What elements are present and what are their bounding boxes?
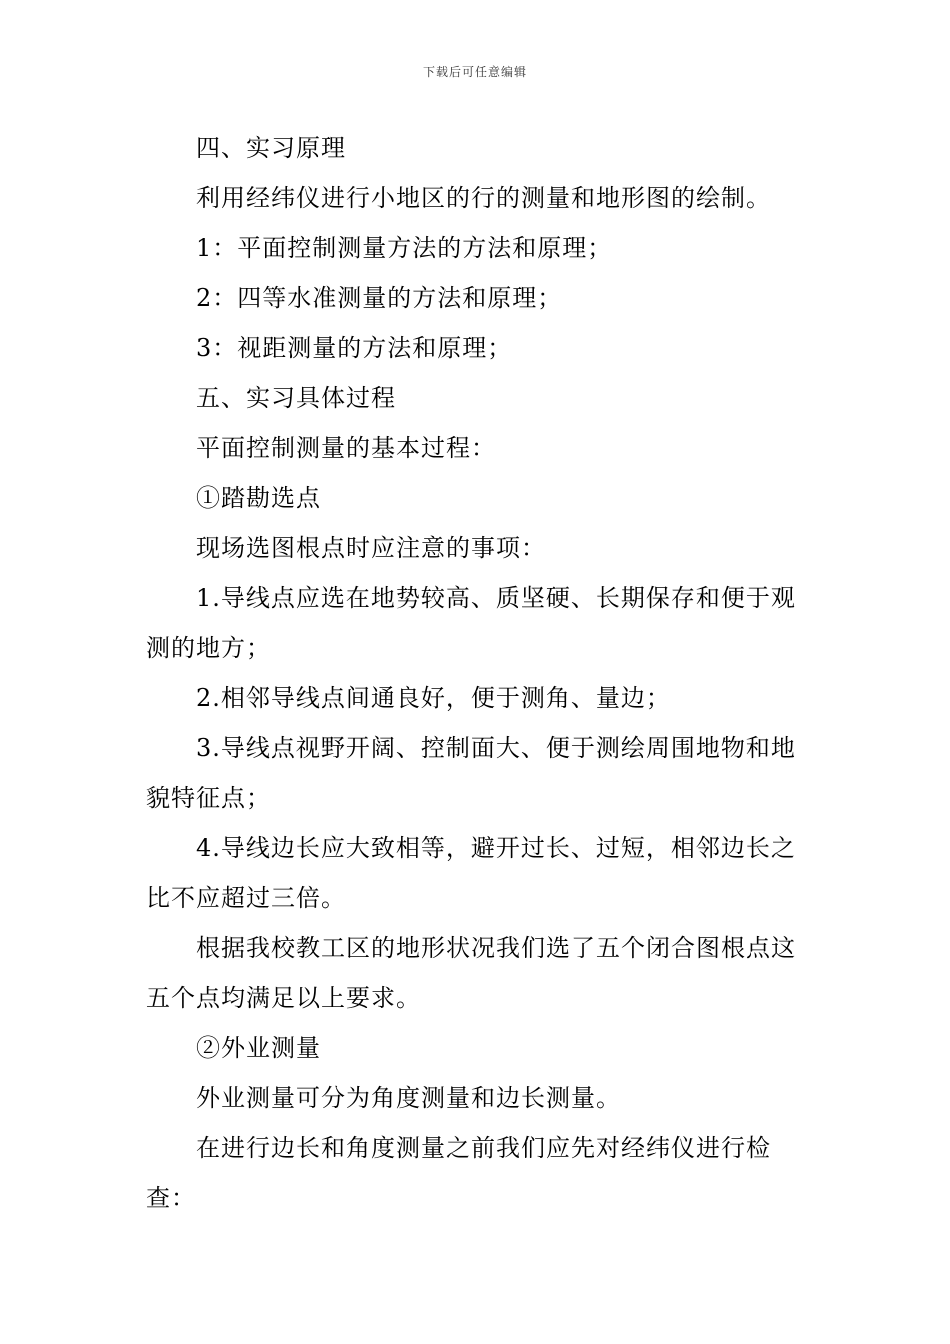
list-item-site-1: 1.导线点应选在地势较高、质坚硬、长期保存和便于观测的地方；	[146, 584, 796, 662]
list-item-site-3: 3.导线点视野开阔、控制面大、便于测绘周围地物和地貌特征点；	[146, 734, 796, 812]
subheading-field-survey: ②外业测量	[196, 1034, 321, 1062]
subheading-site-selection: ①踏勘选点	[196, 484, 321, 512]
list-item-site-4: 4.导线边长应大致相等，避开过长、过短，相邻边长之比不应超过三倍。	[146, 834, 796, 912]
list-item-principle-3: 3：视距测量的方法和原理；	[196, 334, 513, 362]
paragraph-inspection: 在进行边长和角度测量之前我们应先对经纬仪进行检查：	[146, 1134, 771, 1212]
section-heading-process: 五、实习具体过程	[196, 384, 396, 412]
section-heading-principle: 四、实习原理	[196, 134, 346, 162]
list-item-site-2: 2.相邻导线点间通良好，便于测角、量边；	[196, 684, 671, 712]
page-header-note: 下载后可任意编辑	[422, 65, 527, 79]
paragraph-field-survey: 外业测量可分为角度测量和边长测量。	[196, 1084, 621, 1112]
paragraph-site-notes: 现场选图根点时应注意的事项：	[196, 534, 546, 562]
paragraph-intro: 利用经纬仪进行小地区的行的测量和地形图的绘制。	[196, 184, 771, 212]
paragraph-points-chosen: 根据我校教工区的地形状况我们选了五个闭合图根点这五个点均满足以上要求。	[146, 934, 796, 1012]
paragraph-process-intro: 平面控制测量的基本过程：	[196, 434, 496, 462]
list-item-principle-1: 1：平面控制测量方法的方法和原理；	[196, 234, 613, 262]
list-item-principle-2: 2：四等水准测量的方法和原理；	[196, 284, 563, 312]
document-body	[146, 123, 812, 1223]
